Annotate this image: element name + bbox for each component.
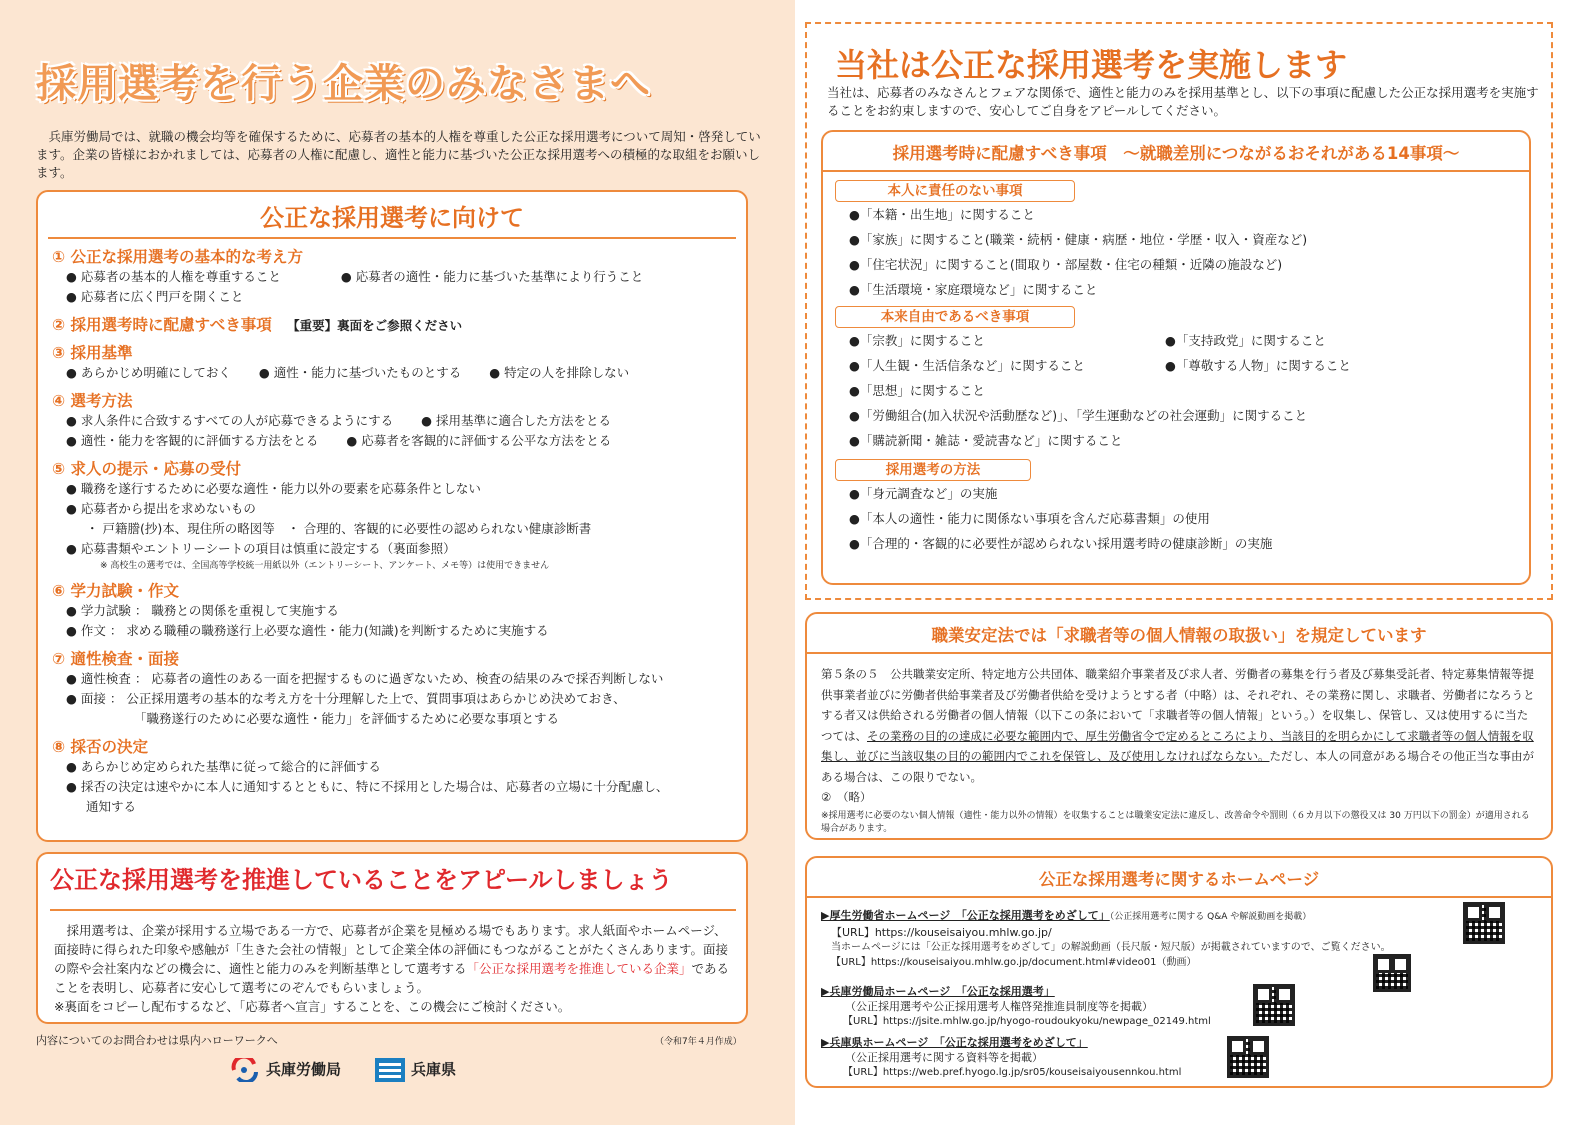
section-3-heading: ③ 採用基準	[52, 344, 133, 362]
tag-no-responsibility: 本人に責任のない事項	[835, 180, 1075, 202]
appeal-note: ※裏面をコピーし配布するなど、「応募者へ宣言」することを、この機会にご検討ください。	[54, 999, 571, 1014]
t1-item-c: ●「住宅状況」に関すること(間取り・部屋数・住宅の種類・近隣の施設など)	[849, 257, 1283, 272]
appeal-body	[50, 909, 736, 1016]
hp1-line[interactable]	[821, 908, 1537, 925]
t3-item-c: ●「合理的・客観的に必要性が認められない採用選考時の健康診断」の実施	[849, 536, 1273, 551]
section-7-heading: ⑦ 適性検査・面接	[52, 650, 180, 668]
homepage-title: 公正な採用選考に関するホームページ	[807, 858, 1551, 898]
s8-item-b: ● 採否の決定は速やかに本人に通知するとともに、特に不採用とした場合は、応募者の立場に十分配慮し、	[66, 779, 669, 794]
s3-item-a: ● あらかじめ明確にしておく	[66, 365, 231, 380]
hp2-url[interactable]: 【URL】https://jsite.mhlw.go.jp/hyogo-roudoukyoku/newpage_02149.html	[843, 1016, 1211, 1027]
s4-item-d: ● 応募者を客観的に評価する公平な方法をとる	[346, 433, 612, 448]
hp2-sub: （公正採用選考や公正採用選考人権啓発推進員制度等を掲載）	[845, 1000, 1153, 1013]
law-underlined: その業務の目的の達成に必要な範囲内で、厚生労働省令で定めるところにより、当該目的を明らかにして求職者等の個人情報を収集し、並びに当該収集の目的の範囲内でこれを保管し、及び使用しなければならない。	[821, 728, 1534, 763]
hp3-link[interactable]: ▶兵庫県ホームページ 「公正な採用選考をめざして」	[821, 1036, 1088, 1049]
s3-item-c: ● 特定の人を排除しない	[489, 365, 630, 380]
s5-item-a: ● 職務を遂行するために必要な適性・能力以外の要素を応募条件としない	[66, 481, 481, 496]
qr-code-hyogo-pref-icon[interactable]	[1227, 1036, 1269, 1078]
s7-item-c: 「職務遂行のために必要な適性・能力」を評価するために必要な事項とする	[134, 711, 560, 726]
created-date: （令和7年４月作成）	[655, 1037, 742, 1047]
t2-item-b: ●「支持政党」に関すること	[1165, 333, 1326, 348]
left-intro: 兵庫労働局では、就職の機会均等を確保するために、応募者の基本的人権を尊重した公正な採用選考について周知・啓発しています。企業の皆様におかれましては、応募者の人権に配慮し、適性と能力に基づいた公正な採用選考への積極的な取組をお願いします。	[36, 129, 761, 180]
s8-item-a: ● あらかじめ定められた基準に従って総合的に評価する	[66, 759, 381, 774]
logos	[230, 1058, 456, 1082]
section-8-heading: ⑧ 採否の決定	[52, 738, 149, 756]
hp1-url2[interactable]: 【URL】https://kouseisaiyou.mhlw.go.jp/document.html#video01（動画）	[831, 957, 1197, 968]
s4-item-a: ● 求人条件に合致するすべての人が応募できるようにする	[66, 413, 394, 428]
s1-item-b: ● 応募者の適性・能力に基づいた基準により行うこと	[340, 269, 644, 284]
qr-code-hyogo-bureau-icon[interactable]	[1253, 984, 1295, 1026]
s6-item-a: ● 学力試験 ： 職務との関係を重視して実施する	[66, 603, 339, 618]
section-6-heading: ⑥ 学力試験・作文	[52, 582, 180, 600]
appeal-title: 公正な採用選考を推進していることをアピールしましょう	[50, 866, 673, 894]
t2-line-1	[833, 328, 1519, 353]
s3-line	[52, 363, 732, 383]
section-4-heading: ④ 選考方法	[52, 392, 133, 410]
contact-footer: 内容についてのお問合わせは県内ハローワークへ	[36, 1034, 278, 1047]
tag-freedom: 本来自由であるべき事項	[835, 306, 1075, 328]
labour-bureau-logo-icon	[230, 1058, 260, 1082]
law-text-2: ただし、本人の同意がある場合その他正当な事由がある場合は、この限りでない。	[821, 749, 1534, 784]
s2-note: 【重要】裏面をご参照ください	[287, 318, 463, 333]
employment-security-law-box	[805, 612, 1553, 840]
s5-note: ※ 高校生の選考では、全国高等学校統一用紙以外（エントリーシート、アンケート、メモ等）は使用できません	[100, 561, 550, 571]
t2-item-e: ●「思想」に関すること	[849, 383, 985, 398]
left-page	[0, 0, 795, 1125]
declaration-intro: 当社は、応募者のみなさんとフェアな関係で、適性と能力のみを採用基準とし、以下の事項に配慮した公正な採用選考を実施することをお約束しますので、安心してご自身をアピールしてください。	[827, 85, 1539, 118]
s5-item-b: ● 応募者から提出を求めないもの	[66, 501, 256, 516]
section-5-heading: ⑤ 求人の提示・応募の受付	[52, 460, 242, 478]
law-note: ※採用選考に必要のない個人情報（適性・能力以外の情報）を収集することは職業安定法に違反し、改善命令や罰則（６カ月以下の懲役又は 30 万円以下の罰金）が適用される場合があります。	[821, 810, 1530, 834]
law-title: 職業安定法では「求職者等の個人情報の取扱い」を規定しています	[807, 614, 1551, 654]
appeal-text-1: 採用選考は、企業が採用する立場である一方で、応募者が企業を見極める場でもあります。求人紙面やホームページ、面接時に得られた印象や感触が「生きた会社の情報」として企業全体の評価にもつながることがたくさんあります。面接の際や会社案内などの機会に、適性と能力のみを判断基準として選考する	[54, 923, 729, 976]
law-para-2: ② （略）	[821, 790, 872, 804]
hp1-url[interactable]: 【URL】https://kouseisaiyou.mhlw.go.jp/	[831, 926, 1052, 939]
fourteen-items-title: 採用選考時に配慮すべき事項 ～就職差別につながるおそれがある14事項～	[823, 132, 1529, 172]
s6-item-b: ● 作文 ： 求める職種の職務遂行上必要な適性・能力(知識)を判断するために実施する	[66, 623, 549, 638]
s2-title: ② 採用選考時に配慮すべき事項	[52, 316, 272, 334]
declaration-title: 当社は公正な採用選考を実施します	[835, 46, 1348, 84]
s7-item-a: ● 適性検査 ： 応募者の適性のある一面を把握するものに過ぎないため、検査の結果のみで採否判断しない	[66, 671, 664, 686]
appeal-red-text: 「公正な採用選考を推進している企業」	[466, 961, 692, 976]
section-1-heading: ① 公正な採用選考の基本的な考え方	[52, 248, 304, 266]
fourteen-items-box	[821, 130, 1531, 585]
main-title: 採用選考を行う企業のみなさまへ	[36, 61, 651, 107]
t2-line-2	[833, 353, 1519, 378]
t1-item-b: ●「家族」に関すること(職業・続柄・健康・病歴・地位・学歴・収入・資産など)	[849, 232, 1308, 247]
fair-selection-box	[36, 190, 748, 842]
hp2-link[interactable]: ▶兵庫労働局ホームページ 「公正な採用選考」	[821, 985, 1055, 998]
hp1-link[interactable]: ▶厚生労働省ホームページ 「公正な採用選考をめざして」	[821, 909, 1110, 922]
t2-item-f: ●「労働組合(加入状況や活動歴など)」、「学生運動などの社会運動」に関すること	[849, 408, 1308, 423]
t1-item-a: ●「本籍・出生地」に関すること	[849, 207, 1035, 222]
s5-item-d: ● 応募書類やエントリーシートの項目は慎重に設定する（裏面参照）	[66, 541, 456, 556]
appeal-text-2: であることを表明し、応募者に安心して選考にのぞんでもらいましょう。	[54, 961, 730, 995]
t2-item-d: ●「尊敬する人物」に関すること	[1165, 358, 1351, 373]
hp3-url[interactable]: 【URL】https://web.pref.hyogo.lg.jp/sr05/kouseisaiyousennkou.html	[843, 1067, 1182, 1078]
s1-line	[52, 267, 732, 287]
logo2-label: 兵庫県	[411, 1060, 457, 1079]
section-2-heading	[52, 313, 732, 335]
s4-line-1	[52, 411, 732, 431]
s1-item-a: ● 応募者の基本的人権を尊重すること	[66, 269, 281, 284]
s3-item-b: ● 適性・能力に基づいたものとする	[258, 365, 462, 380]
law-text	[821, 664, 1537, 787]
law-text-1: 第５条の５ 公共職業安定所、特定地方公共団体、職業紹介事業者及び求人者、労働者の募集を行う者及び募集受託者、特定募集情報等提供事業者並びに労働者供給事業者及び労働者供給を受けようとする者（中略）は、それぞれ、その業務に関し、求職者、労働者になろうとする者又は供給される労働者の個人情報（以下この条において「求職者等の個人情報」という。）を収集し、保管し、又は使用するに当たつては、	[821, 667, 1535, 743]
t2-item-a: ●「宗教」に関すること	[849, 333, 985, 348]
qr-code-video-icon[interactable]	[1373, 954, 1411, 992]
s7-item-b: ● 面接 ： 公正採用選考の基本的な考え方を十分理解した上で、質問事項はあらかじめ決めておき、	[66, 691, 626, 706]
right-page	[795, 0, 1591, 1125]
s4-item-c: ● 適性・能力を客観的に評価する方法をとる	[66, 433, 319, 448]
s8-item-c: 通知する	[86, 799, 137, 814]
qr-code-mhlw-icon[interactable]	[1463, 902, 1505, 944]
fair-box-title: 公正な採用選考に向けて	[48, 198, 736, 239]
s4-line-2	[52, 431, 732, 451]
appeal-box	[36, 852, 748, 1024]
t1-item-d: ●「生活環境・家庭環境など」に関すること	[849, 282, 1098, 297]
s1-item-c: ● 応募者に広く門戸を開くこと	[66, 289, 244, 304]
t2-item-c: ●「人生観・生活信条など」に関すること	[849, 358, 1085, 373]
hp3-sub: （公正採用選考に関する資料等を掲載）	[845, 1051, 1043, 1064]
s5-item-c: ・ 戸籍謄(抄)本、現住所の略図等 ・ 合理的、客観的に必要性の認められない健康診断書	[86, 521, 592, 536]
hp1-desc: 当ホームページには「公正な採用選考をめざして」の解説動画（長尺版・短尺版）が掲載されていますので、ご覧ください。	[831, 942, 1391, 953]
s4-item-b: ● 採用基準に適合した方法をとる	[421, 413, 612, 428]
hp1-sub: （公正採用選考に関する Q&A や解説動画を掲載）	[1109, 912, 1312, 922]
homepage-box	[805, 856, 1553, 1088]
tag-method: 採用選考の方法	[835, 459, 1031, 481]
hyogo-labour-bureau-logo	[230, 1058, 341, 1082]
logo1-label: 兵庫労働局	[266, 1060, 342, 1079]
hyogo-prefecture-logo	[375, 1058, 456, 1082]
prefecture-logo-icon	[375, 1058, 405, 1082]
t3-item-b: ●「本人の適性・能力に関係ない事項を含んだ応募書類」の使用	[849, 511, 1210, 526]
t3-item-a: ●「身元調査など」の実施	[849, 486, 998, 501]
t2-item-g: ●「購読新聞・雑誌・愛読書など」に関すること	[849, 433, 1123, 448]
